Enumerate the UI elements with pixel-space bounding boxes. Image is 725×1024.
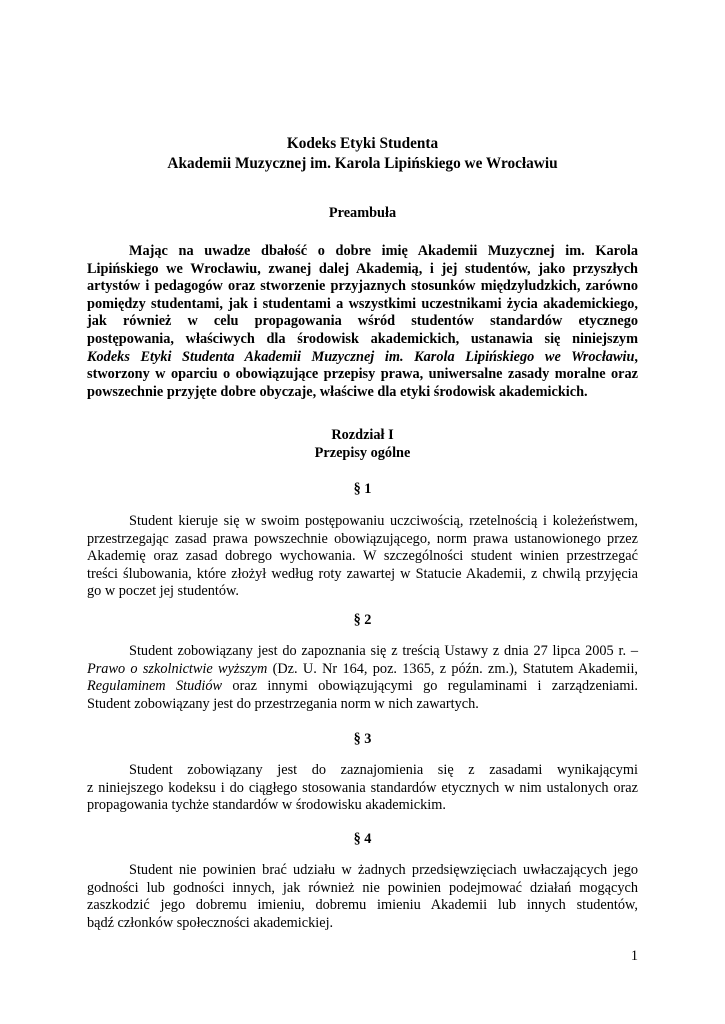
section-2-heading: § 2	[353, 612, 372, 628]
section-4-heading: § 4	[353, 831, 372, 847]
section-line: zaszkodzić jego dobremu imieniu, dobremu imieniu Akademii lub innych studentów,	[87, 897, 638, 914]
section-line: treści ślubowania, które złożył według roty zawartej w Statucie Akademii, z chwilą przyjęcia	[87, 565, 638, 582]
preamble-heading: Preambuła	[328, 205, 397, 221]
section-line-act-name	[87, 661, 638, 679]
section-1-paragraph	[87, 513, 638, 601]
preamble-line: artystów i pedagogów oraz stworzenie przyjaznych stosunków międzyludzkich, zarówno	[87, 278, 638, 295]
act-name-tail: (Dz. U. Nr 164, poz. 1365, z późn. zm.), Statutem Akademii,	[267, 660, 638, 677]
preamble-line: postępowania, właściwych dla środowisk akademickich, ustanawia się niniejszym	[87, 330, 638, 347]
preamble-line: powszechnie przyjęte dobre obyczaje, właściwe dla etyki środowisk akademickich.	[87, 383, 588, 400]
document-title	[0, 134, 725, 174]
regulations-tail: oraz innymi obowiązującymi go regulaminami i zarządzeniami.	[222, 678, 639, 695]
title-line-2: Akademii Muzycznej im. Karola Lipińskiego we Wrocławiu	[167, 155, 558, 172]
section-line: Student zobowiązany jest do zaznajomienia się z zasadami wynikającymi	[129, 762, 638, 778]
section-1-heading: § 1	[353, 481, 372, 497]
act-name-italic: Prawo o szkolnictwie wyższym	[87, 660, 268, 677]
section-line: bądź członków społeczności akademickiej.	[87, 914, 334, 931]
code-name-italic: Kodeks Etyki Studenta Akademii Muzycznej im. Karola Lipińskiego we Wrocławiu	[87, 348, 635, 365]
section-line: Student kieruje się w swoim postępowaniu uczciwością, rzetelnością i koleżeństwem,	[129, 513, 638, 529]
page-number: 1	[630, 948, 638, 964]
section-line: Student zobowiązany jest do przestrzegania norm w nich zawartych.	[87, 695, 479, 712]
section-line: przestrzegając zasad prawa powszechnie obowiązującego, norm prawa ustanowionego przez	[87, 530, 638, 547]
preamble-line: pomiędzy studentami, jak i studentami a wszystkimi uczestnikami życia akademickiego,	[87, 295, 638, 312]
section-line: Student nie powinien brać udziału w żadnych przedsięwzięciach uwłaczających jego	[129, 862, 638, 878]
section-4-paragraph	[87, 862, 638, 932]
section-line-regulations	[87, 678, 638, 696]
preamble-line: Mając na uwadze dbałość o dobre imię Akademii Muzycznej im. Karola	[129, 243, 638, 259]
section-line: go w poczet jej studentów.	[87, 583, 239, 600]
section-line: z niniejszego kodeksu i do ciągłego stosowania standardów etycznych w nim ustalonych oraz	[87, 779, 638, 796]
preamble-line: stworzony w oparciu o obowiązujące przepisy prawa, uniwersalne zasady moralne oraz	[87, 366, 638, 383]
section-line: Akademię oraz zasad dobrego wychowania. W szczególności student winien przestrzegać	[87, 548, 638, 565]
chapter-label: Rozdział I	[331, 427, 394, 443]
section-line: godności lub godności innych, jak również nie powinien podejmować działań mogących	[87, 879, 638, 896]
preamble-line: jak również w celu propagowania wśród studentów standardów etycznego	[87, 313, 638, 330]
section-3-paragraph	[87, 762, 638, 815]
section-line: propagowania tychże standardów w środowisku akademickim.	[87, 797, 446, 814]
preamble-line: Lipińskiego we Wrocławiu, zwanej dalej Akademią, i jej studentów, jako przyszłych	[87, 260, 638, 277]
title-line-1: Kodeks Etyki Studenta	[286, 135, 439, 152]
preamble-line-code-name	[87, 349, 638, 367]
section-2-paragraph	[87, 643, 638, 713]
section-line: Student zobowiązany jest do zapoznania się z treścią Ustawy z dnia 27 lipca 2005 r. –	[129, 643, 638, 659]
chapter-title: Przepisy ogólne	[314, 445, 411, 461]
section-3-heading: § 3	[353, 731, 372, 747]
code-name-tail: ,	[634, 348, 638, 365]
preamble-paragraph	[87, 243, 638, 401]
regulations-italic: Regulaminem Studiów	[87, 678, 223, 695]
